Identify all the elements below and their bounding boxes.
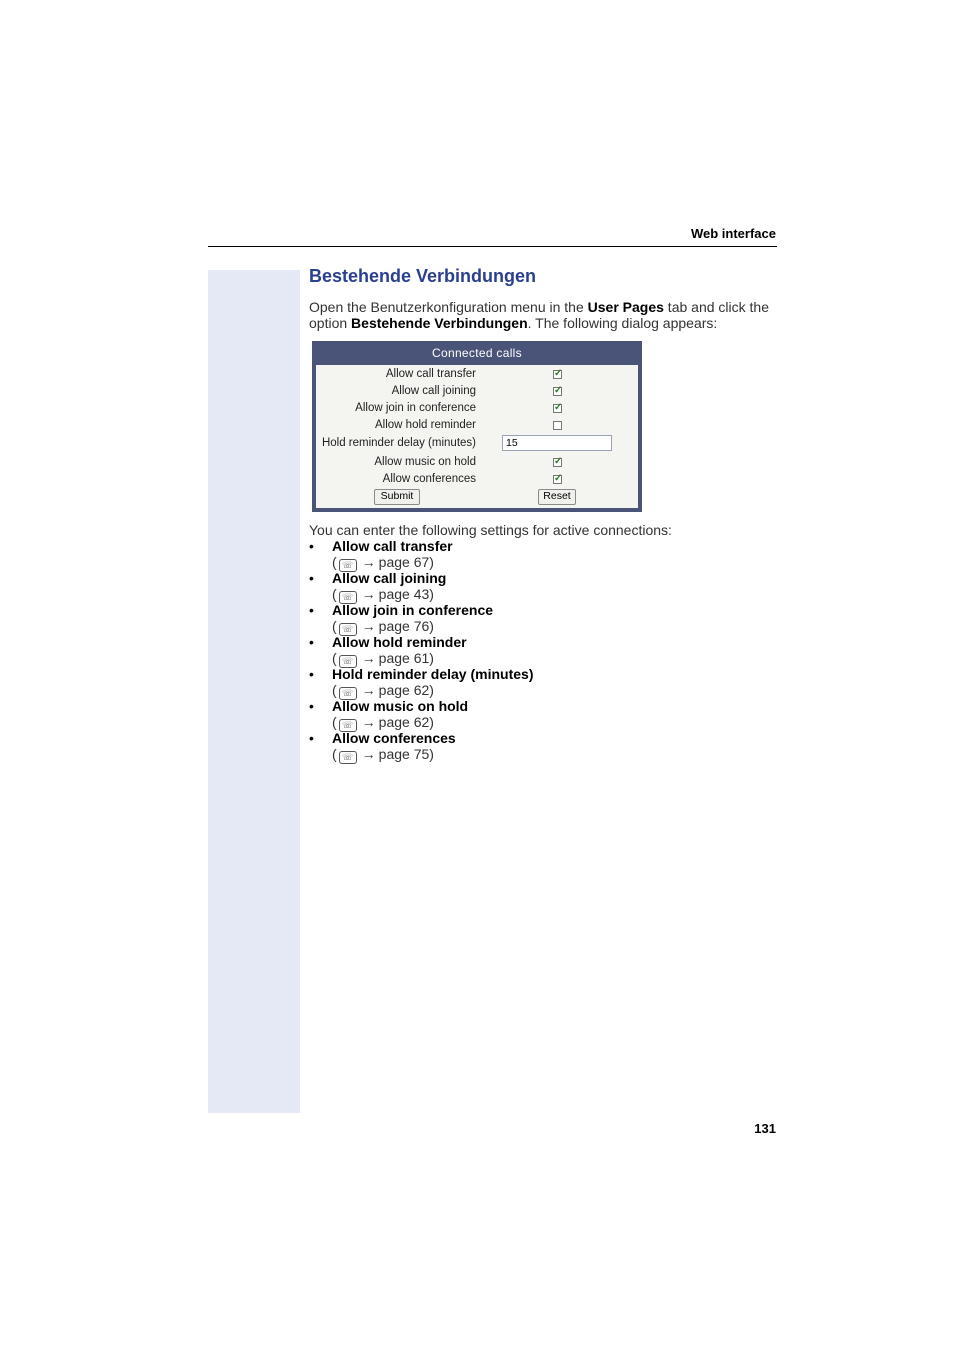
reset-button[interactable]: Reset — [538, 489, 576, 505]
checkbox-allow-call-transfer[interactable] — [553, 370, 562, 379]
ref-page: page 62) — [378, 714, 434, 730]
settings-list — [309, 538, 709, 762]
bullet: • — [309, 698, 314, 714]
check-icon: ✓ — [554, 368, 563, 379]
list-intro: You can enter the following settings for active connections: — [309, 522, 672, 538]
bullet: • — [309, 634, 314, 650]
checkbox-allow-join-in-conference[interactable] — [553, 404, 562, 413]
intro-bold-user-pages: User Pages — [587, 299, 664, 315]
section-title: Bestehende Verbindungen — [309, 266, 537, 286]
item-title: Allow join in conference — [332, 602, 494, 618]
arrow-icon: → — [361, 554, 376, 570]
row-allow-hold-reminder — [316, 417, 638, 434]
bullet: • — [309, 538, 314, 554]
intro-bold-option: Bestehende Verbindungen — [351, 315, 528, 331]
ref-page: page 62) — [378, 682, 434, 698]
ref-open-paren: ( — [332, 554, 337, 570]
phone-icon: ☏ — [339, 623, 357, 636]
submit-button[interactable]: Submit — [374, 489, 420, 505]
item-title: Hold reminder delay (minutes) — [332, 666, 534, 682]
dialog-body — [316, 365, 638, 508]
phone-icon: ☏ — [339, 719, 357, 732]
list-item — [309, 538, 709, 570]
bullet: • — [309, 730, 314, 746]
list-item — [309, 570, 709, 602]
phone-icon: ☏ — [339, 655, 357, 668]
intro-text-1: Open the Benutzerkonfiguration menu in the — [309, 299, 588, 315]
checkbox-allow-call-joining[interactable] — [553, 387, 562, 396]
item-title: Allow hold reminder — [332, 634, 467, 650]
checkbox-allow-conferences[interactable] — [553, 475, 562, 484]
label-allow-call-joining: Allow call joining — [391, 385, 476, 397]
checkbox-allow-music-on-hold[interactable] — [553, 458, 562, 467]
connected-calls-dialog — [312, 341, 642, 512]
check-icon: ✓ — [554, 473, 563, 484]
row-allow-join-in-conference — [316, 400, 638, 417]
bullet: • — [309, 570, 314, 586]
ref-open-paren: ( — [332, 682, 337, 698]
ref-page: page 76) — [378, 618, 434, 634]
ref-open-paren: ( — [332, 586, 337, 602]
page-reference[interactable] — [332, 746, 434, 764]
hold-reminder-delay-input[interactable]: 15 — [502, 435, 612, 451]
ref-open-paren: ( — [332, 618, 337, 634]
side-panel — [208, 270, 300, 1113]
ref-open-paren: ( — [332, 714, 337, 730]
phone-icon: ☏ — [339, 591, 357, 604]
ref-open-paren: ( — [332, 650, 337, 666]
row-hold-reminder-delay — [316, 435, 638, 452]
checkbox-allow-hold-reminder[interactable] — [553, 421, 562, 430]
list-item — [309, 666, 709, 698]
page-number: 131 — [754, 1121, 776, 1136]
phone-icon: ☏ — [339, 687, 357, 700]
arrow-icon: → — [361, 714, 376, 730]
row-allow-call-transfer — [316, 366, 638, 383]
item-title: Allow conferences — [332, 730, 456, 746]
label-allow-music-on-hold: Allow music on hold — [374, 456, 476, 468]
arrow-icon: → — [361, 682, 376, 698]
item-title: Allow call transfer — [332, 538, 453, 554]
intro-paragraph — [309, 299, 779, 331]
label-allow-join-in-conference: Allow join in conference — [355, 402, 476, 414]
ref-open-paren: ( — [332, 746, 337, 762]
label-allow-conferences: Allow conferences — [382, 473, 476, 485]
item-title: Allow music on hold — [332, 698, 469, 714]
intro-text-3: . The following dialog appears: — [527, 315, 718, 331]
header-rule — [208, 246, 777, 247]
row-allow-call-joining — [316, 383, 638, 400]
row-buttons — [316, 488, 638, 505]
list-item — [309, 698, 709, 730]
arrow-icon: → — [361, 586, 376, 602]
list-item — [309, 634, 709, 666]
row-allow-music-on-hold — [316, 454, 638, 471]
phone-icon: ☏ — [339, 559, 357, 572]
row-allow-conferences — [316, 471, 638, 488]
running-header: Web interface — [690, 226, 776, 241]
label-allow-hold-reminder: Allow hold reminder — [375, 419, 476, 431]
check-icon: ✓ — [554, 385, 563, 396]
label-allow-call-transfer: Allow call transfer — [385, 368, 476, 380]
arrow-icon: → — [361, 650, 376, 666]
list-item — [309, 602, 709, 634]
ref-page: page 43) — [378, 586, 434, 602]
label-hold-reminder-delay: Hold reminder delay (minutes) — [321, 437, 476, 449]
phone-icon: ☏ — [339, 751, 357, 764]
arrow-icon: → — [361, 746, 376, 762]
intro-text-2: tab and click the option — [309, 299, 769, 331]
check-icon: ✓ — [554, 402, 563, 413]
bullet: • — [309, 602, 314, 618]
ref-page: page 67) — [378, 554, 434, 570]
arrow-icon: → — [361, 618, 376, 634]
ref-page: page 61) — [378, 650, 434, 666]
item-title: Allow call joining — [332, 570, 447, 586]
ref-page: page 75) — [378, 746, 434, 762]
bullet: • — [309, 666, 314, 682]
list-item — [309, 730, 709, 762]
dialog-title: Connected calls — [432, 346, 522, 360]
check-icon: ✓ — [554, 456, 563, 467]
